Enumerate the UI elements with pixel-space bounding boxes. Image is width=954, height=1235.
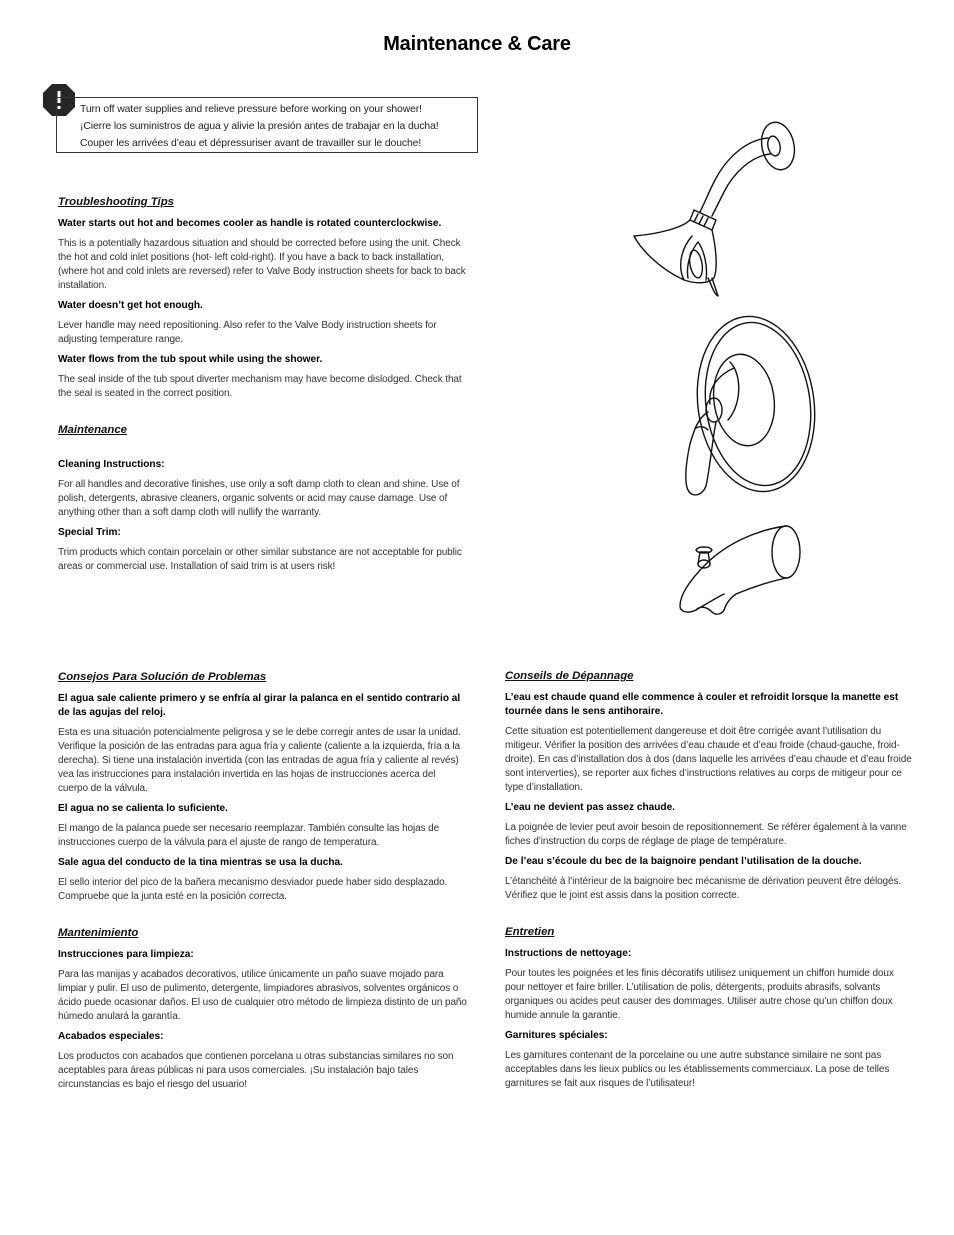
showerhead-illustration xyxy=(628,118,804,304)
issue-text: La poignée de levier peut avoir besoin de repositionnement. Se référer également à la vanne fiches d’instruction du corps de réglage de plage de température. xyxy=(505,822,907,847)
issue-heading: El agua sale caliente primero y se enfría al girar la palanca en el sentido contrario al de las agujas del reloj. xyxy=(58,693,461,718)
issue-text: The seal inside of the tub spout diverter mechanism may have become dislodged. Check that the seal is seated in the correct position. xyxy=(58,374,462,399)
tub-spout-illustration xyxy=(676,524,806,618)
issue-text: Lever handle may need repositioning. Also refer to the Valve Body instruction sheets for adjusting temperature range. xyxy=(58,320,437,345)
maintenance-title: Entretien xyxy=(505,926,555,938)
issue-heading: L’eau ne devient pas assez chaude. xyxy=(505,802,675,813)
cleaning-text: Pour toutes les poignées et les finis décoratifs utilisez uniquement un chiffon humide doux pour nettoyer et faire briller. L’utilisation de polis, détergents, produits abrasifs, solvants organiques ou acides peut causer des dommages. Utiliser autre chose qu’un chiffon doux humide annule la garantie. xyxy=(505,968,894,1021)
troubleshooting-title: Consejos Para Solución de Problemas xyxy=(58,671,267,683)
issue-text: Esta es una situación potencialmente peligrosa y se le debe corregir antes de usar la unidad. Verifique la posición de las entradas para agua fría y caliente (caliente a la izquierda, fría a la derecha). Si tiene una instalación invertida (con las entradas de agua fría y caliente al revés) vea las instrucciones para instalación invertida en las hojas de instrucciones acerca del cuerpo de la válvula. xyxy=(58,727,461,794)
issue-text: El sello interior del pico de la bañera mecanismo desviador puede haber sido desplazado. Compruebe que la junta esté en la posición correcta. xyxy=(58,877,448,902)
cleaning-text: For all handles and decorative finishes, use only a soft damp cloth to clean and shine. Use of polish, detergents, abrasive cleaners, organic solvents or acid may cause damage. Use of anything other than a soft damp cloth will nullify the warranty. xyxy=(58,479,460,518)
warning-line-english: Turn off water supplies and relieve pressure before working on your shower! xyxy=(80,104,422,115)
issue-heading: Sale agua del conducto de la tina mientras se usa la ducha. xyxy=(58,857,343,868)
issue-heading: De l’eau s’écoule du bec de la baignoire pendant l’utilisation de la douche. xyxy=(505,856,862,867)
issue-heading: Water doesn’t get hot enough. xyxy=(58,300,203,311)
issue-heading: Water flows from the tub spout while using the shower. xyxy=(58,354,323,365)
cleaning-text: Para las manijas y acabados decorativos, utilice únicamente un paño suave mojado para limpiar y pulir. El uso de pulimento, detergente, limpiadores abrasivos, solventes orgánicos o ácido puede ocasionar daños. El uso de cualquier otro método de limpieza distinto de un paño húmedo anulará la garantía. xyxy=(58,969,467,1022)
maintenance-title: Mantenimiento xyxy=(58,927,139,939)
cleaning-heading: Instrucciones para limpieza: xyxy=(58,949,194,960)
issue-heading: L’eau est chaude quand elle commence à couler et refroidit lorsque la manette est tournée dans le sens antihoraire. xyxy=(505,692,899,717)
issue-text: Cette situation est potentiellement dangereuse et doit être corrigée avant l’utilisation du mitigeur. Vérifier la position des arrivées d’eau chaude et d’eau froide (chaud-gauche, froid-droite). En cas d’installation dos à dos (dans laquelle les arrivées d’eau chaude et d’eau froide sont interverties), se reporter aux fiches d’instructions relatives au corps de mitigeur pour ce type d’installation. xyxy=(505,726,912,793)
special-trim-heading: Garnitures spéciales: xyxy=(505,1030,608,1041)
issue-heading: El agua no se calienta lo suficiente. xyxy=(58,803,228,814)
special-trim-heading: Special Trim: xyxy=(58,527,121,538)
special-trim-heading: Acabados especiales: xyxy=(58,1031,164,1042)
issue-text: El mango de la palanca puede ser necesario reemplazar. También consulte las hojas de instrucciones cuerpo de la válvula para el ajuste de rango de temperatura. xyxy=(58,823,440,848)
troubleshooting-title: Troubleshooting Tips xyxy=(58,196,175,208)
issue-text: This is a potentially hazardous situation and should be corrected before using the unit. Check the hot and cold inlet positions (hot- left cold-right). If you have a back to back installation, (where hot and cold inlets are reversed) refer to Valve Body instruction sheets for back to back installation. xyxy=(58,238,466,291)
troubleshooting-title: Conseils de Dépannage xyxy=(505,670,634,682)
french-section xyxy=(505,670,915,1097)
english-section xyxy=(58,196,476,580)
special-trim-text: Les garnitures contenant de la porcelaine ou une autre substance similaire ne sont pas acceptables dans les lieux publics ou les établissements commerciaux. La pose de telles garnitures se fait aux risques de l’utilisateur! xyxy=(505,1050,890,1089)
cleaning-heading: Cleaning Instructions: xyxy=(58,459,165,470)
cleaning-heading: Instructions de nettoyage: xyxy=(505,948,632,959)
spanish-section xyxy=(58,671,468,1098)
warning-line-french: Couper les arrivées d’eau et dépressuriser avant de travailler sur le douche! xyxy=(80,138,422,149)
special-trim-text: Trim products which contain porcelain or other similar substance are not acceptable for public areas or commercial use. Installation of said trim is at users risk! xyxy=(58,547,462,572)
maintenance-title: Maintenance xyxy=(58,424,127,436)
warning-box xyxy=(56,97,478,153)
warning-line-spanish: ¡Cierre los suministros de agua y alivie la presión antes de trabajar en la ducha! xyxy=(80,121,439,132)
valve-handle-illustration xyxy=(670,312,820,500)
issue-text: L’étanchéité à l’intérieur de la baignoire bec mécanisme de dérivation peuvent être délogés. Vérifiez que le joint est assis dans la position correcte. xyxy=(505,876,902,901)
special-trim-text: Los productos con acabados que contienen porcelana u otras substancias similares no son aceptables para áreas públicas ni para usos comerciales. ¡Su instalación bajo tales circunstancias es bajo el riesgo del usuario! xyxy=(58,1051,454,1090)
page-title: Maintenance & Care xyxy=(383,33,571,55)
issue-heading: Water starts out hot and becomes cooler as handle is rotated counterclockwise. xyxy=(58,218,442,229)
